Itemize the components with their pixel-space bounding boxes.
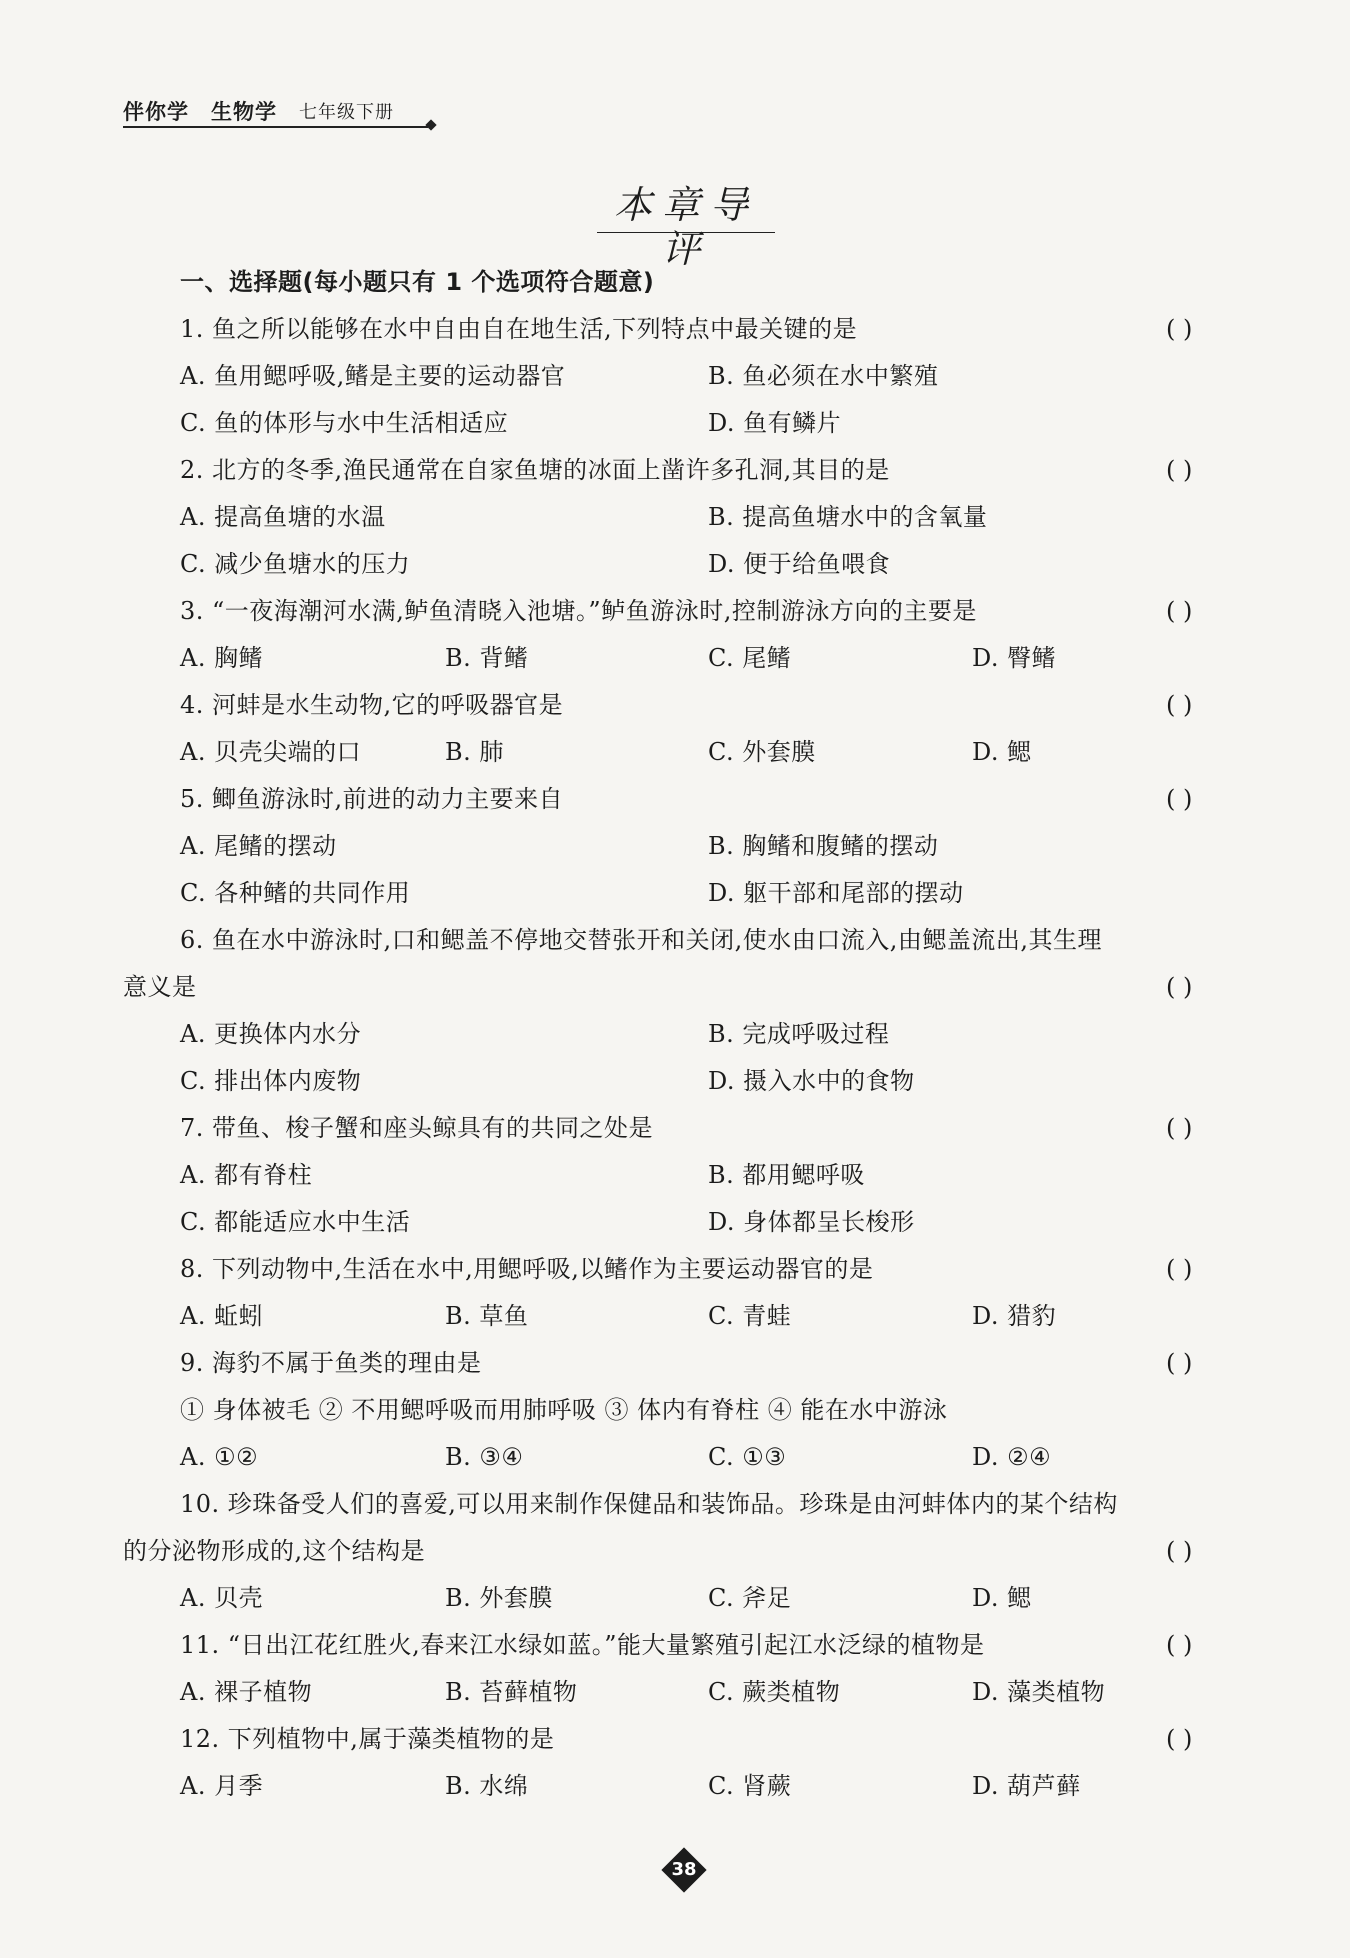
q11-option-d[interactable]: D. 藻类植物 <box>972 1678 1106 1706</box>
q3-option-a[interactable]: A. 胸鳍 <box>180 644 264 672</box>
q2-option-a[interactable]: A. 提高鱼塘的水温 <box>180 503 386 531</box>
q5-option-b[interactable]: B. 胸鳍和腹鳍的摆动 <box>708 832 939 860</box>
q3-option-d[interactable]: D. 臀鳍 <box>972 644 1057 672</box>
q10-option-a[interactable]: A. 贝壳 <box>180 1584 264 1612</box>
q8-option-b[interactable]: B. 草鱼 <box>445 1302 529 1330</box>
question-6-stem: 6. 鱼在水中游泳时,口和鳃盖不停地交替张开和关闭,使水由口流入,由鳃盖流出,其生理 <box>180 926 1103 954</box>
q7-option-d[interactable]: D. 身体都呈长梭形 <box>708 1208 915 1236</box>
q7-option-b[interactable]: B. 都用鳃呼吸 <box>708 1161 865 1189</box>
section-heading: 一、选择题(每小题只有 1 个选项符合题意) <box>180 268 655 296</box>
q7-option-a[interactable]: A. 都有脊柱 <box>180 1161 313 1189</box>
question-12-stem: 12. 下列植物中,属于藻类植物的是 <box>180 1725 555 1753</box>
answer-bracket-10[interactable]: ( ) <box>1166 1537 1193 1565</box>
q5-option-d[interactable]: D. 躯干部和尾部的摆动 <box>708 879 964 907</box>
question-11-stem: 11. “日出江花红胜火,春来江水绿如蓝。”能大量繁殖引起江水泛绿的植物是 <box>180 1631 985 1659</box>
q12-option-d[interactable]: D. 葫芦藓 <box>972 1772 1081 1800</box>
answer-bracket-11[interactable]: ( ) <box>1166 1631 1193 1659</box>
q9-option-c[interactable]: C. ①③ <box>708 1443 787 1471</box>
question-6-stem-continued: 意义是 <box>123 973 197 1001</box>
answer-bracket-6[interactable]: ( ) <box>1166 973 1193 1001</box>
q8-option-a[interactable]: A. 蚯蚓 <box>180 1302 264 1330</box>
question-8-stem: 8. 下列动物中,生活在水中,用鳃呼吸,以鳍作为主要运动器官的是 <box>180 1255 874 1283</box>
question-9-stem: 9. 海豹不属于鱼类的理由是 <box>180 1349 482 1377</box>
q9-option-b[interactable]: B. ③④ <box>445 1443 524 1471</box>
q8-option-c[interactable]: C. 青蛙 <box>708 1302 792 1330</box>
q6-option-d[interactable]: D. 摄入水中的食物 <box>708 1067 915 1095</box>
question-3-stem: 3. “一夜海潮河水满,鲈鱼清晓入池塘。”鲈鱼游泳时,控制游泳方向的主要是 <box>180 597 977 625</box>
q1-option-d[interactable]: D. 鱼有鳞片 <box>708 409 842 437</box>
answer-bracket-12[interactable]: ( ) <box>1166 1725 1193 1753</box>
q5-option-c[interactable]: C. 各种鳍的共同作用 <box>180 879 411 907</box>
q11-option-a[interactable]: A. 裸子植物 <box>180 1678 313 1706</box>
page-number: 38 <box>671 1859 697 1880</box>
answer-bracket-8[interactable]: ( ) <box>1166 1255 1193 1283</box>
q3-option-b[interactable]: B. 背鳍 <box>445 644 529 672</box>
question-7-stem: 7. 带鱼、梭子蟹和座头鲸具有的共同之处是 <box>180 1114 654 1142</box>
q1-option-c[interactable]: C. 鱼的体形与水中生活相适应 <box>180 409 509 437</box>
q4-option-a[interactable]: A. 贝壳尖端的口 <box>180 738 362 766</box>
series-name: 伴你学 <box>123 100 189 124</box>
q10-option-d[interactable]: D. 鳃 <box>972 1584 1032 1612</box>
q4-option-c[interactable]: C. 外套膜 <box>708 738 816 766</box>
question-2-stem: 2. 北方的冬季,渔民通常在自家鱼塘的冰面上凿许多孔洞,其目的是 <box>180 456 890 484</box>
q2-option-d[interactable]: D. 便于给鱼喂食 <box>708 550 891 578</box>
q11-option-c[interactable]: C. 蕨类植物 <box>708 1678 841 1706</box>
chapter-title-block <box>597 183 775 271</box>
q7-option-c[interactable]: C. 都能适应水中生活 <box>180 1208 411 1236</box>
q6-option-a[interactable]: A. 更换体内水分 <box>180 1020 362 1048</box>
q9-option-a[interactable]: A. ①② <box>180 1443 259 1471</box>
answer-bracket-4[interactable]: ( ) <box>1166 691 1193 719</box>
header-diamond-icon <box>425 119 436 130</box>
answer-bracket-3[interactable]: ( ) <box>1166 597 1193 625</box>
q4-option-b[interactable]: B. 肺 <box>445 738 504 766</box>
q4-option-d[interactable]: D. 鳃 <box>972 738 1032 766</box>
answer-bracket-9[interactable]: ( ) <box>1166 1349 1193 1377</box>
q9-option-d[interactable]: D. ②④ <box>972 1443 1052 1471</box>
q1-option-b[interactable]: B. 鱼必须在水中繁殖 <box>708 362 939 390</box>
answer-bracket-5[interactable]: ( ) <box>1166 785 1193 813</box>
q3-option-c[interactable]: C. 尾鳍 <box>708 644 792 672</box>
page-number-badge <box>664 1850 704 1890</box>
q5-option-a[interactable]: A. 尾鳍的摆动 <box>180 832 337 860</box>
question-4-stem: 4. 河蚌是水生动物,它的呼吸器官是 <box>180 691 564 719</box>
question-10-stem-continued: 的分泌物形成的,这个结构是 <box>123 1537 426 1565</box>
q1-option-a[interactable]: A. 鱼用鳃呼吸,鳍是主要的运动器官 <box>180 362 566 390</box>
page-header <box>123 96 443 136</box>
q6-option-b[interactable]: B. 完成呼吸过程 <box>708 1020 890 1048</box>
question-1-stem: 1. 鱼之所以能够在水中自由自在地生活,下列特点中最关键的是 <box>180 315 858 343</box>
q12-option-a[interactable]: A. 月季 <box>180 1772 264 1800</box>
question-10-stem: 10. 珍珠备受人们的喜爱,可以用来制作保健品和装饰品。珍珠是由河蚌体内的某个结构 <box>180 1490 1118 1518</box>
q11-option-b[interactable]: B. 苔藓植物 <box>445 1678 578 1706</box>
chapter-title: 本章导评 <box>613 183 758 271</box>
q12-option-c[interactable]: C. 肾蕨 <box>708 1772 792 1800</box>
answer-bracket-1[interactable]: ( ) <box>1166 315 1193 343</box>
answer-bracket-2[interactable]: ( ) <box>1166 456 1193 484</box>
grade-label: 七年级下册 <box>299 102 394 123</box>
q9-statements: ① 身体被毛 ② 不用鳃呼吸而用肺呼吸 ③ 体内有脊柱 ④ 能在水中游泳 <box>180 1396 948 1424</box>
header-rule <box>123 126 428 128</box>
q2-option-b[interactable]: B. 提高鱼塘水中的含氧量 <box>708 503 988 531</box>
q10-option-c[interactable]: C. 斧足 <box>708 1584 792 1612</box>
q12-option-b[interactable]: B. 水绵 <box>445 1772 529 1800</box>
answer-bracket-7[interactable]: ( ) <box>1166 1114 1193 1142</box>
title-underline <box>597 232 775 233</box>
subject-name: 生物学 <box>211 100 277 124</box>
q2-option-c[interactable]: C. 减少鱼塘水的压力 <box>180 550 411 578</box>
q10-option-b[interactable]: B. 外套膜 <box>445 1584 553 1612</box>
q8-option-d[interactable]: D. 猎豹 <box>972 1302 1057 1330</box>
question-5-stem: 5. 鲫鱼游泳时,前进的动力主要来自 <box>180 785 564 813</box>
q6-option-c[interactable]: C. 排出体内废物 <box>180 1067 362 1095</box>
